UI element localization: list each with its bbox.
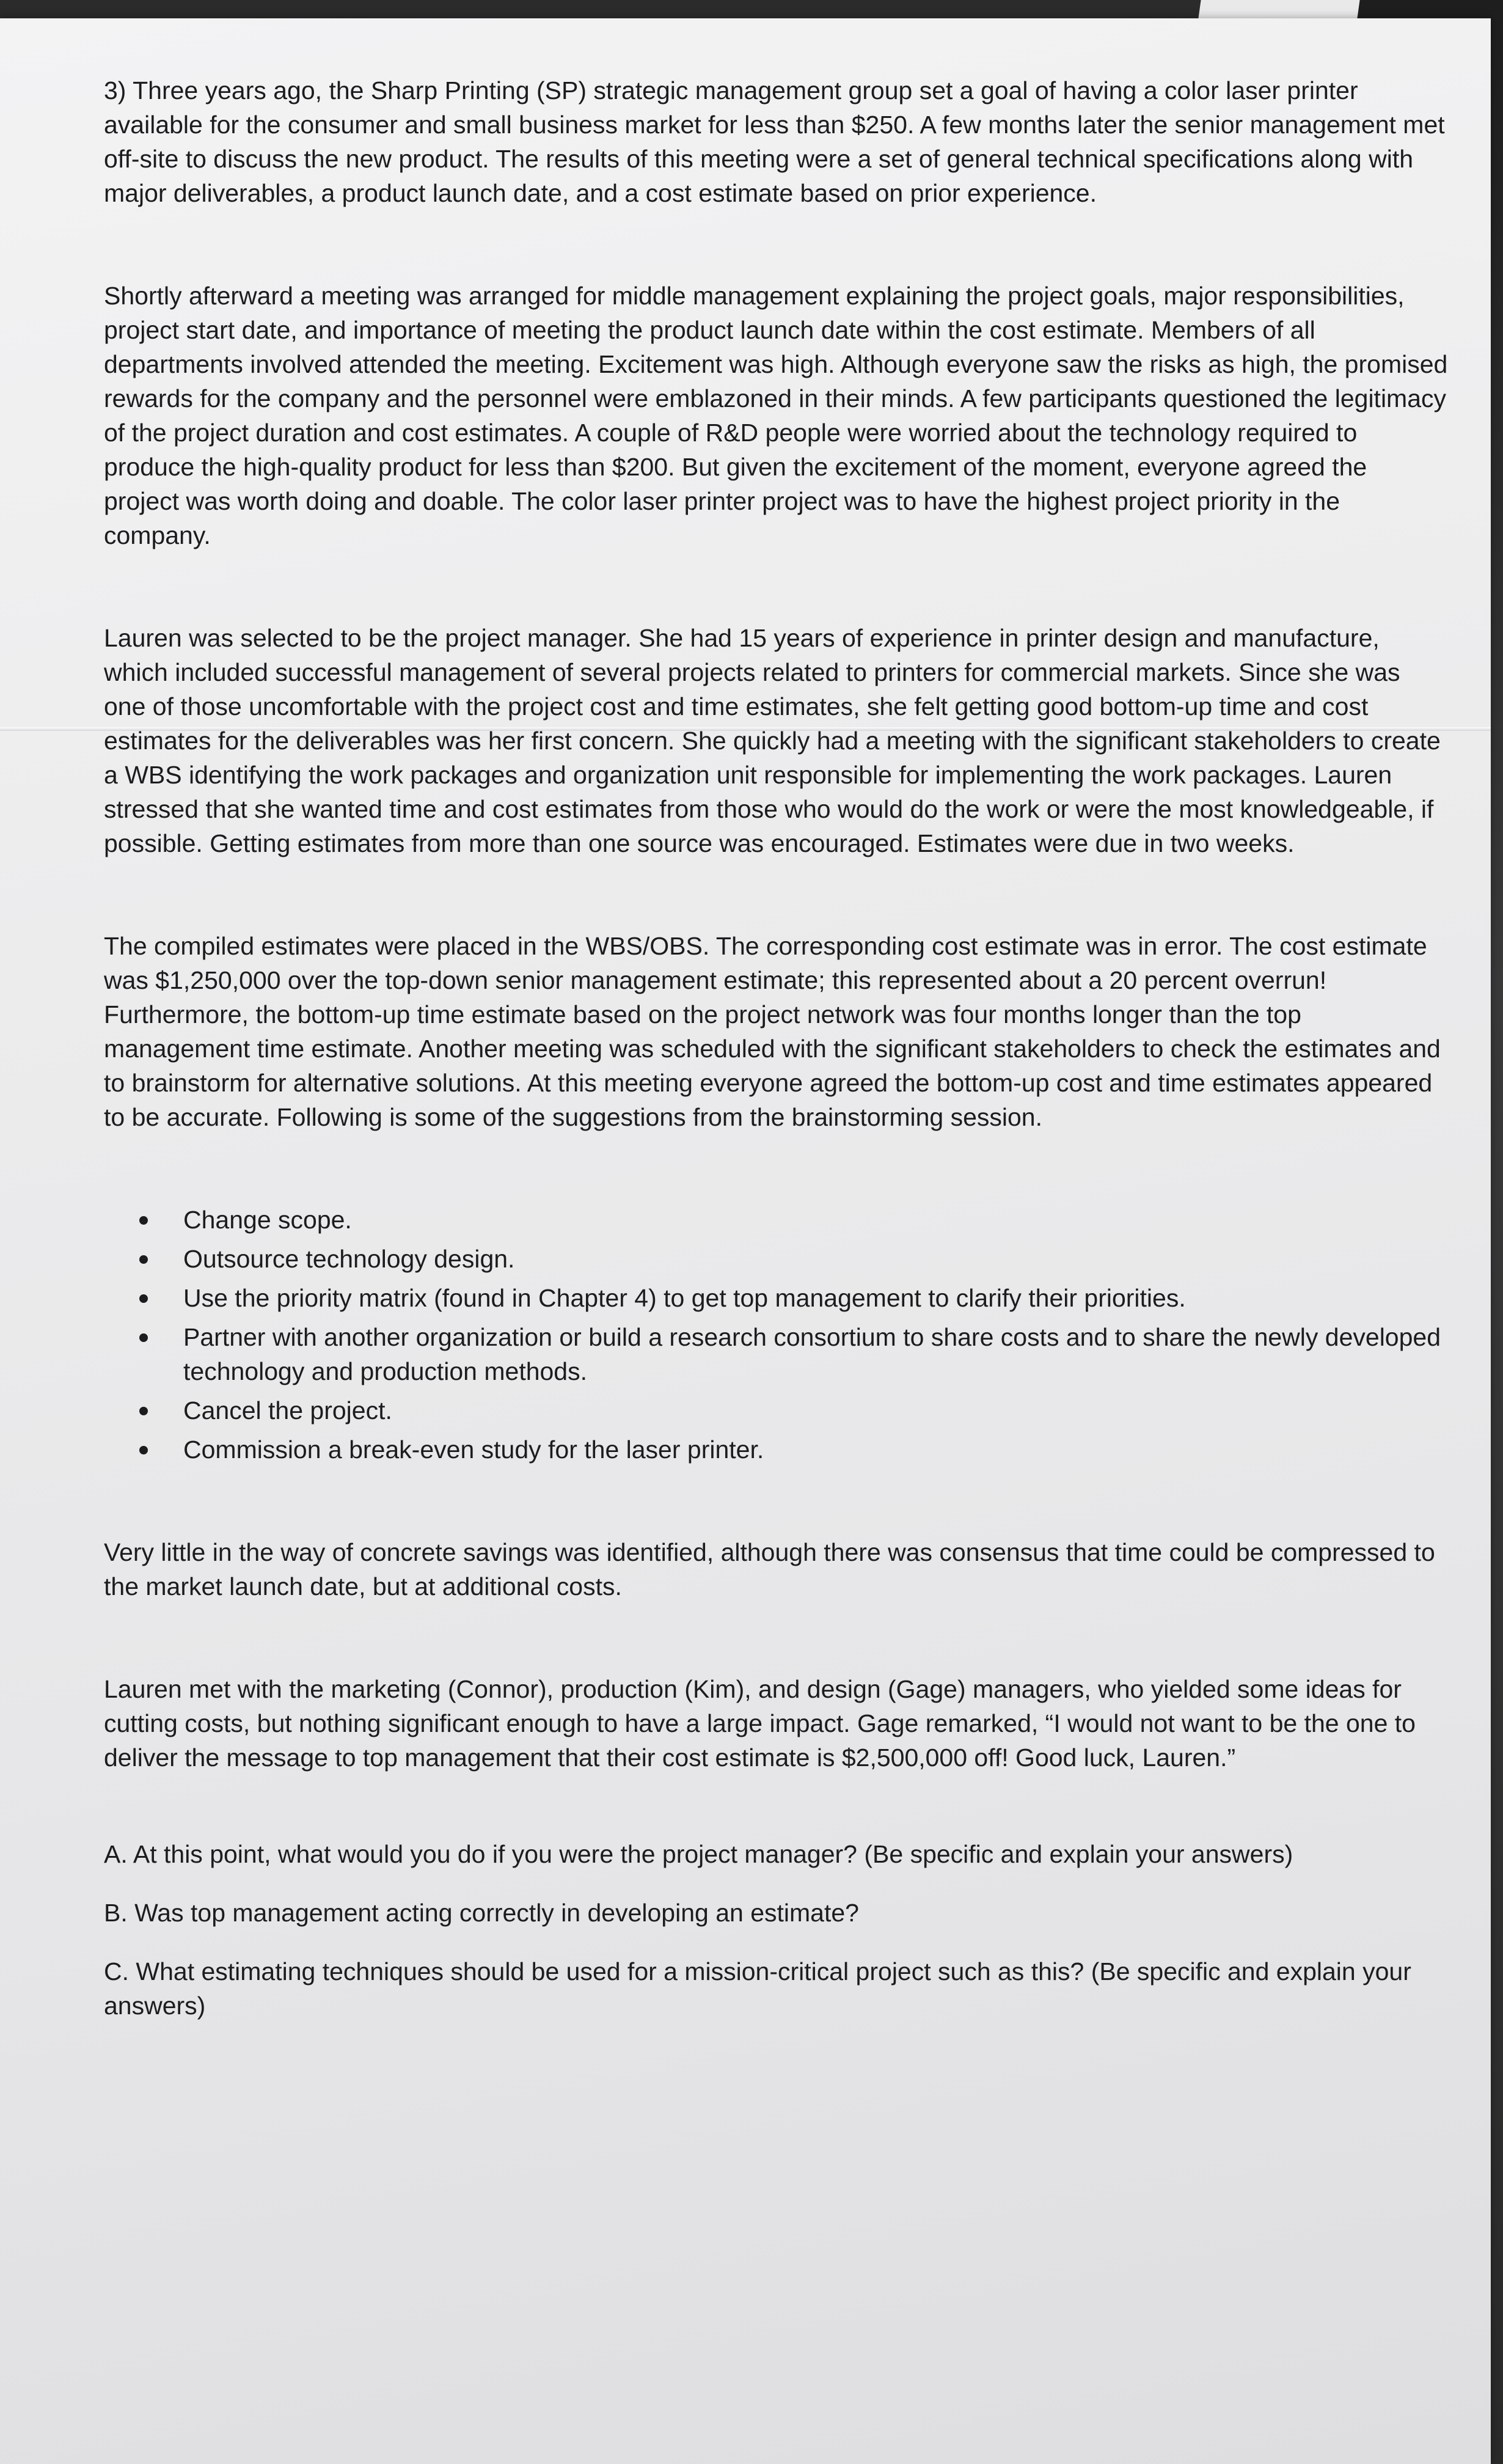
questions-section: [104, 1837, 1448, 2023]
document-body: [104, 73, 1448, 2047]
bullet-icon: [139, 1446, 148, 1454]
list-item: [183, 1432, 1448, 1467]
list-item: [183, 1203, 1448, 1237]
question-a: A. At this point, what would you do if you were the project manager? (Be specific and explain your answers): [104, 1840, 1293, 1868]
paper-sheet: [0, 18, 1491, 2464]
case-paragraph-2: Shortly afterward a meeting was arranged for middle management explaining the project goals, major responsibilities, project start date, and importance of meeting the product launch date within the cost estimate. Members of all departments involved attended the meeting. Excitement was high. Although everyone saw the risks as high, the promised rewards for the company and the personnel were emblazoned in their minds. A few participants questioned the legitimacy of the project duration and cost estimates. A couple of R&D people were worried about the technology required to produce the high-quality product for less than $200. But given the excitement of the moment, everyone agreed the project was worth doing and doable. The color laser printer project was to have the highest project priority in the company.: [104, 282, 1448, 549]
bullet-icon: [139, 1407, 148, 1415]
list-item: [183, 1242, 1448, 1276]
bullet-icon: [139, 1255, 148, 1264]
list-item: [183, 1320, 1448, 1388]
list-item-text: Change scope.: [183, 1206, 352, 1234]
bullet-icon: [139, 1333, 148, 1342]
bullet-icon: [139, 1216, 148, 1225]
list-item-text: Use the priority matrix (found in Chapter 4) to get top management to clarify their priorities.: [183, 1284, 1186, 1312]
case-paragraph-3: Lauren was selected to be the project manager. She had 15 years of experience in printer design and manufacture, which included successful management of several projects related to printers for commercial markets. Since she was one of those uncomfortable with the project cost and time estimates, she felt getting good bottom-up time and cost estimates for the deliverables was her first concern. She quickly had a meeting with the significant stakeholders to create a WBS identifying the work packages and organization unit responsible for implementing the work packages. Lauren stressed that she wanted time and cost estimates from those who would do the work or were the most knowledgeable, if possible. Getting estimates from more than one source was encouraged. Estimates were due in two weeks.: [104, 624, 1441, 857]
suggestions-list: [104, 1203, 1448, 1467]
bullet-icon: [139, 1294, 148, 1303]
question-c: C. What estimating techniques should be used for a mission-critical project such as this? (Be specific and explain your answers): [104, 1957, 1411, 2020]
case-paragraph-4: The compiled estimates were placed in the WBS/OBS. The corresponding cost estimate was in error. The cost estimate was $1,250,000 over the top-down senior management estimate; this represented about a 20 percent overrun! Furthermore, the bottom-up time estimate based on the project network was four months longer than the top management time estimate. Another meeting was scheduled with the significant stakeholders to check the estimates and to brainstorm for alternative solutions. At this meeting everyone agreed the bottom-up cost and time estimates appeared to be accurate. Following is some of the suggestions from the brainstorming session.: [104, 932, 1441, 1131]
closing-paragraph-2: Lauren met with the marketing (Connor), production (Kim), and design (Gage) managers, who yielded some ideas for cutting costs, but nothing significant enough to have a large impact. Gage remarked, “I would not want to be the one to deliver the message to top management that their cost estimate is $2,500,000 off! Good luck, Lauren.”: [104, 1675, 1416, 1772]
list-item: [183, 1281, 1448, 1315]
list-item-text: Outsource technology design.: [183, 1245, 515, 1273]
list-item-text: Commission a break-even study for the laser printer.: [183, 1436, 764, 1464]
closing-paragraph-1: Very little in the way of concrete savings was identified, although there was consensus that time could be compressed to the market launch date, but at additional costs.: [104, 1538, 1435, 1601]
list-item-text: Cancel the project.: [183, 1396, 392, 1425]
case-paragraph-1: 3) Three years ago, the Sharp Printing (SP) strategic management group set a goal of having a color laser printer available for the consumer and small business market for less than $250. A few months later the senior management met off-site to discuss the new product. The results of this meeting were a set of general technical specifications along with major deliverables, a product launch date, and a cost estimate based on prior experience.: [104, 76, 1445, 207]
list-item: [183, 1393, 1448, 1428]
list-item-text: Partner with another organization or build a research consortium to share costs and to share the newly developed technology and production methods.: [183, 1323, 1441, 1385]
question-b: B. Was top management acting correctly in developing an estimate?: [104, 1899, 859, 1927]
